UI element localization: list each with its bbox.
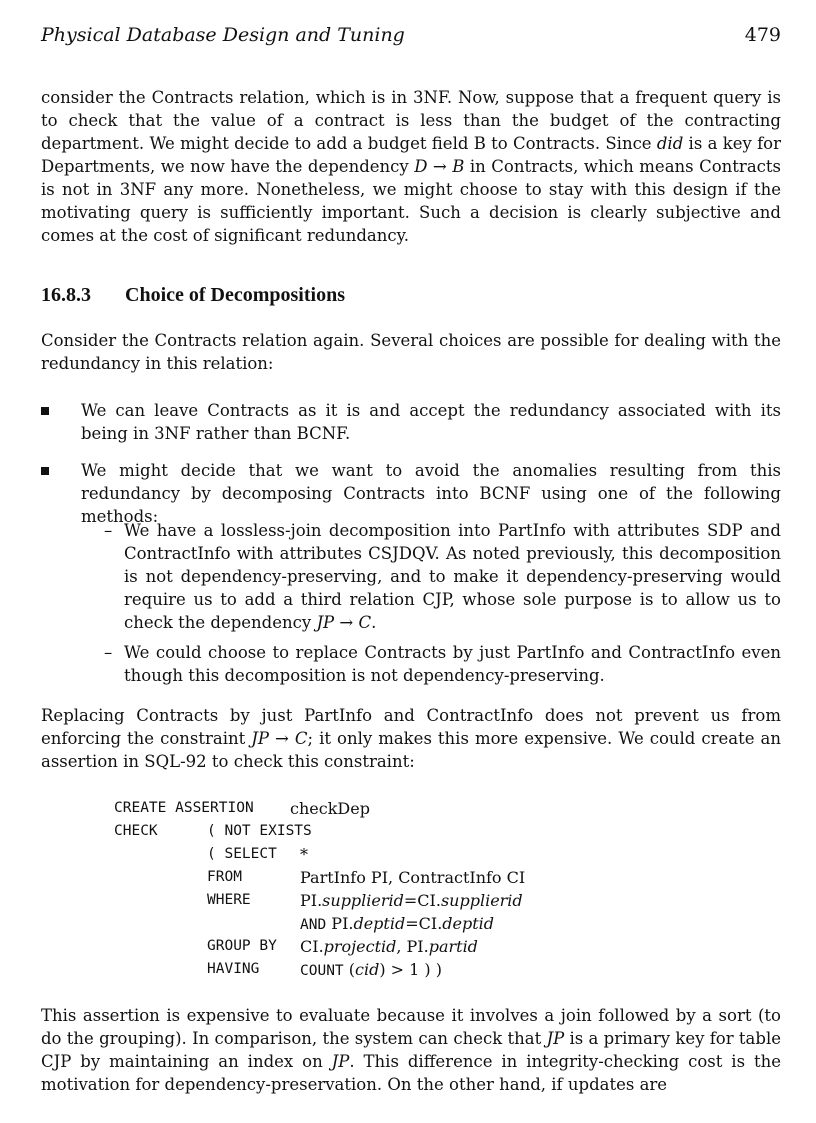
- code-line: CREATE ASSERTION checkDep: [114, 799, 370, 818]
- dash-icon: –: [104, 521, 113, 540]
- sub-item-text: We have a lossless-join decomposition into PartInfo with attributes SDP and ContractInfo with attributes CSJDQV. As noted previously, this decomposition is not dependency-preserving, and to make it dependency-preserving would require us to add a third relation CJP, whose sole purpose is to allow us to check the dependency JP → C.: [124, 521, 781, 632]
- code-line: GROUP BY CI.projectid, PI.partid: [207, 937, 478, 956]
- bullet-square-icon: [41, 467, 49, 475]
- paragraph-budget-field: consider the Contracts relation, which is in 3NF. Now, suppose that a frequent query is to check that the value of a contract is less than the budget of the contracting department. We might decide to add a budget field B to Contracts. Since did is a key for Departments, we now have the dependency D → B in Contracts, which means Contracts is not in 3NF any more. Nonetheless, we might choose to stay with this design if the motivating query is sufficiently important. Such a decision is clearly subjective and comes at the cost of significant redundancy.: [41, 88, 781, 245]
- code-line: AND PI.deptid=CI.deptid: [300, 914, 495, 933]
- sql-code-block: [114, 797, 674, 981]
- running-header: [41, 22, 781, 48]
- paragraph-assertion: Replacing Contracts by just PartInfo and ContractInfo does not prevent us from enforcing the constraint JP → C; it only makes this more expensive. We could create an assertion in SQL-92 to check this constraint:: [41, 706, 782, 771]
- sub-item: [104, 519, 781, 634]
- sub-item-text: We could choose to replace Contracts by just PartInfo and ContractInfo even though this decomposition is not dependency-preserving.: [124, 643, 781, 685]
- section-title: Choice of Decompositions: [125, 284, 345, 306]
- section-heading: [41, 282, 781, 308]
- dash-icon: –: [104, 643, 113, 662]
- bullet-text: We can leave Contracts as it is and accept the redundancy associated with its being in 3NF rather than BCNF.: [81, 401, 781, 443]
- bullet-item: [41, 459, 781, 528]
- code-line: HAVING COUNT (cid) > 1 ) ): [207, 960, 442, 979]
- paragraph-intro: Consider the Contracts relation again. Several choices are possible for dealing with the redundancy in this relation:: [41, 331, 781, 373]
- sub-item: [104, 641, 781, 687]
- code-line: WHERE PI.supplierid=CI.supplierid: [207, 891, 523, 910]
- bullet-text: We might decide that we want to avoid the anomalies resulting from this redundancy by decomposing Contracts into BCNF using one of the following methods:: [81, 461, 781, 526]
- code-line: ( SELECT *: [207, 845, 308, 864]
- running-title: Physical Database Design and Tuning: [41, 24, 405, 46]
- code-line: CHECK ( NOT EXISTS: [114, 823, 312, 839]
- page-number: 479: [744, 24, 781, 46]
- bullet-item: [41, 399, 781, 445]
- bullet-square-icon: [41, 407, 49, 415]
- paragraph-expense: This assertion is expensive to evaluate because it involves a join followed by a sort (to do the grouping). In comparison, the system can check that JP is a primary key for table CJP by maintaining an index on JP. This difference in integrity-checking cost is the motivation for dependency-preservation. On the other hand, if updates are: [41, 1006, 781, 1094]
- code-line: FROM PartInfo PI, ContractInfo CI: [207, 868, 526, 887]
- section-number: 16.8.3: [41, 284, 91, 306]
